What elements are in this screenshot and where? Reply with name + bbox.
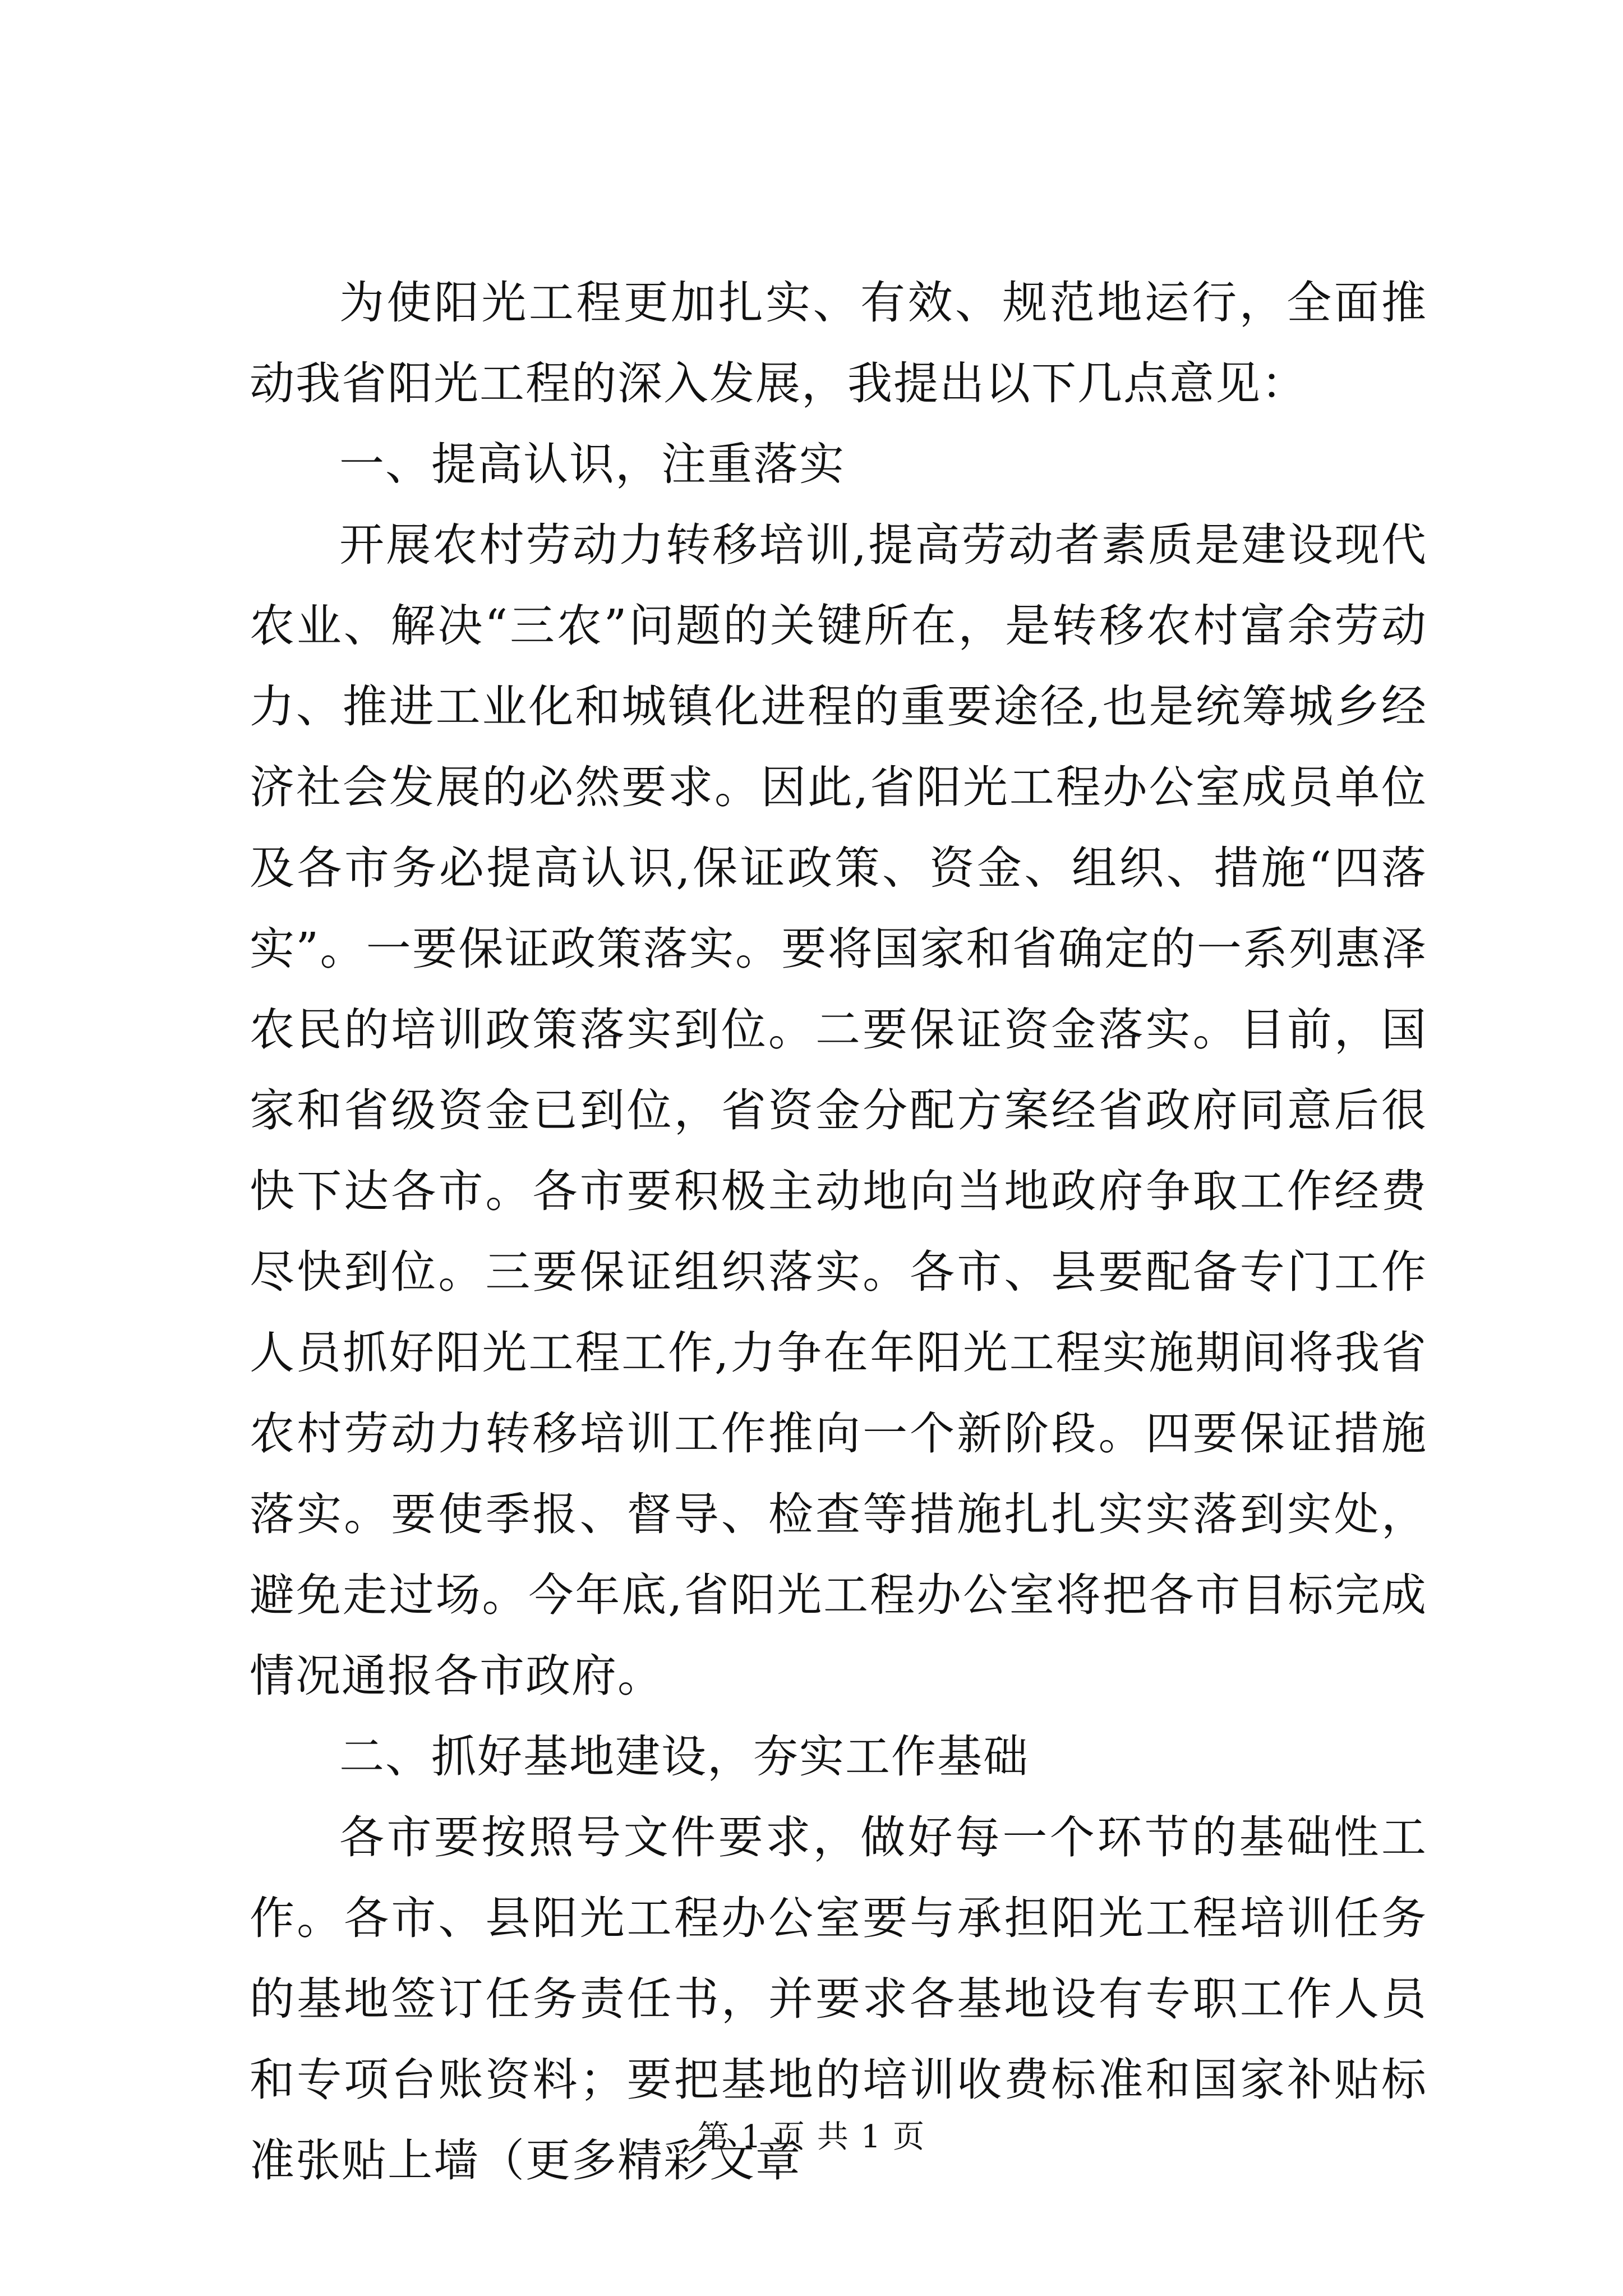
section-heading-1: 一、提高认识，注重落实 <box>339 438 845 490</box>
page-number-footer: 第 1 页 共 1 页 <box>697 2119 926 2155</box>
section-heading-2: 二、抓好基地建设，夯实工作基础 <box>339 1731 1029 1783</box>
document-body <box>250 263 1427 2201</box>
intro-paragraph: 为使阳光工程更加扎实、有效、规范地运行，全面推动我省阳光工程的深入发展，我提出以下几点意见： <box>250 277 1427 409</box>
section-1-paragraph: 开展农村劳动力转移培训,提高劳动者素质是建设现代农业、解决“三农”问题的关键所在，是转移农村富余劳动力、推进工业化和城镇化进程的重要途径,也是统筹城乡经济社会发展的必然要求。因此,省阳光工程办公室成员单位及各市务必提高认识,保证政策、资金、组织、措施“四落实”。一要保证政策落实。要将国家和省确定的一系列惠泽农民的培训政策落实到位。二要保证资金落实。目前，国家和省级资金已到位，省资金分配方案经省政府同意后很快下达各市。各市要积极主动地向当地政府争取工作经费尽快到位。三要保证组织落实。各市、县要配备专门工作人员抓好阳光工程工作,力争在年阳光工程实施期间将我省农村劳动力转移培训工作推向一个新阶段。四要保证措施落实。要使季报、督导、检查等措施扎扎实实落到实处，避免走过场。今年底,省阳光工程办公室将把各市目标完成情况通报各市政府。 <box>250 519 1427 1702</box>
section-2-paragraph: 各市要按照号文件要求，做好每一个环节的基础性工作。各市、县阳光工程办公室要与承担阳光工程培训任务的基地签订任务责任书，并要求各基地设有专职工作人员和专项台账资料；要把基地的培训收费标准和国家补贴标准张贴上墙（更多精彩文章 <box>250 1811 1427 2187</box>
